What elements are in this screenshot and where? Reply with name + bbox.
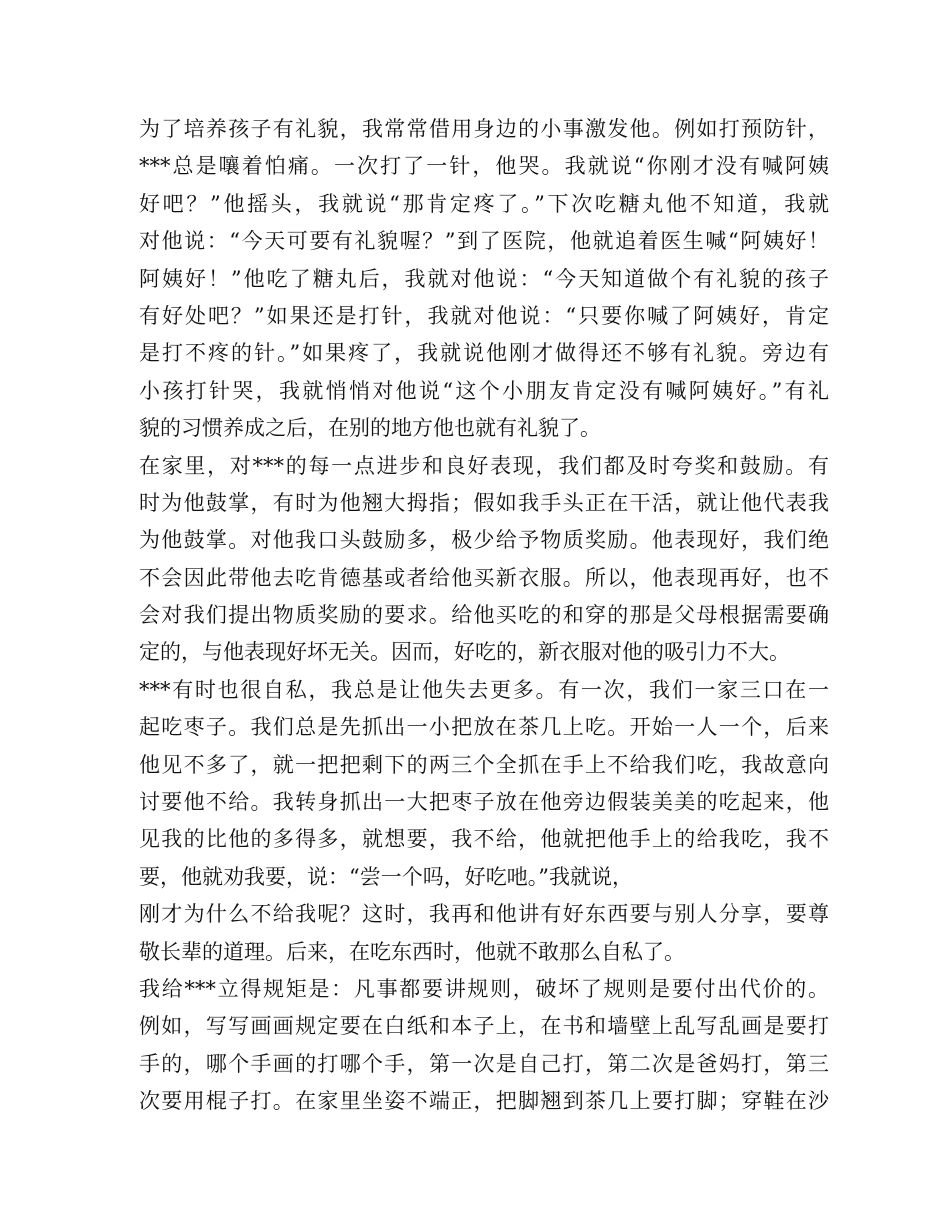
text-line: 为他鼓掌。对他我口头鼓励多，极少给予物质奖励。他表现好，我们绝 (139, 528, 829, 553)
text-line: 敬长辈的道理。后来，在吃东西时，他就不敢那么自私了。 (139, 939, 685, 964)
text-line: 次要用棍子打。在家里坐姿不端正，把脚翘到茶几上要打脚；穿鞋在沙 (139, 1089, 829, 1114)
body-text (139, 111, 829, 1121)
text-line: 例如，写写画画规定要在白纸和本子上，在书和墙壁上乱写乱画是要打 (139, 1014, 829, 1039)
text-line: 是打不疼的针。”如果疼了，我就说他刚才做得还不够有礼貌。旁边有 (139, 341, 829, 366)
text-line: 为了培养孩子有礼貌，我常常借用身边的小事激发他。例如打预防针， (139, 117, 829, 141)
text-line: 在家里，对***的每一点进步和良好表现，我们都及时夸奖和鼓励。有 (139, 453, 829, 478)
text-line: 对他说：“今天可要有礼貌喔？”到了医院，他就追着医生喊“阿姨好！ (139, 229, 829, 254)
text-line: 好吧？”他摇头，我就说“那肯定疼了。”下次吃糖丸他不知道，我就 (139, 191, 829, 216)
text-line: 手的，哪个手画的打哪个手，第一次是自己打，第二次是爸妈打，第三 (139, 1051, 829, 1076)
text-line: ***总是嚷着怕痛。一次打了一针，他哭。我就说“你刚才没有喊阿姨 (139, 154, 829, 179)
text-line: 有好处吧？”如果还是打针，我就对他说：“只要你喊了阿姨好，肯定 (139, 303, 829, 328)
text-line: 不会因此带他去吃肯德基或者给他买新衣服。所以，他表现再好，也不 (139, 565, 829, 590)
text-line: 讨要他不给。我转身抓出一大把枣子放在他旁边假装美美的吃起来，他 (139, 790, 829, 815)
text-line: 时为他鼓掌，有时为他翘大拇指；假如我手头正在干活，就让他代表我 (139, 490, 829, 515)
text-line: 阿姨好！”他吃了糖丸后，我就对他说：“今天知道做个有礼貌的孩子 (139, 266, 829, 291)
text-line: 见我的比他的多得多，就想要，我不给，他就把他手上的给我吃，我不 (139, 827, 829, 852)
text-line: 小孩打针哭，我就悄悄对他说“这个小朋友肯定没有喊阿姨好。”有礼 (139, 378, 829, 403)
text-line: 起吃枣子。我们总是先抓出一小把放在茶几上吃。开始一人一个，后来 (139, 715, 829, 740)
text-line: 要，他就劝我要，说：“尝一个吗，好吃吔。”我就说， (139, 864, 633, 889)
text-line: 我给***立得规矩是：凡事都要讲规则，破坏了规则是要付出代价的。 (139, 976, 829, 1001)
text-line: 他见不多了，就一把把剩下的两三个全抓在手上不给我们吃，我故意向 (139, 752, 829, 777)
text-line: 刚才为什么不给我呢？这时，我再和他讲有好东西要与别人分享，要尊 (139, 902, 829, 927)
text-line: 貌的习惯养成之后，在别的地方他也就有礼貌了。 (139, 416, 601, 441)
text-line: 定的，与他表现好坏无关。因而，好吃的，新衣服对他的吸引力不大。 (139, 640, 790, 665)
text-line: 会对我们提出物质奖励的要求。给他买吃的和穿的那是父母根据需要确 (139, 603, 829, 628)
text-line: ***有时也很自私，我总是让他失去更多。有一次，我们一家三口在一 (139, 677, 829, 702)
